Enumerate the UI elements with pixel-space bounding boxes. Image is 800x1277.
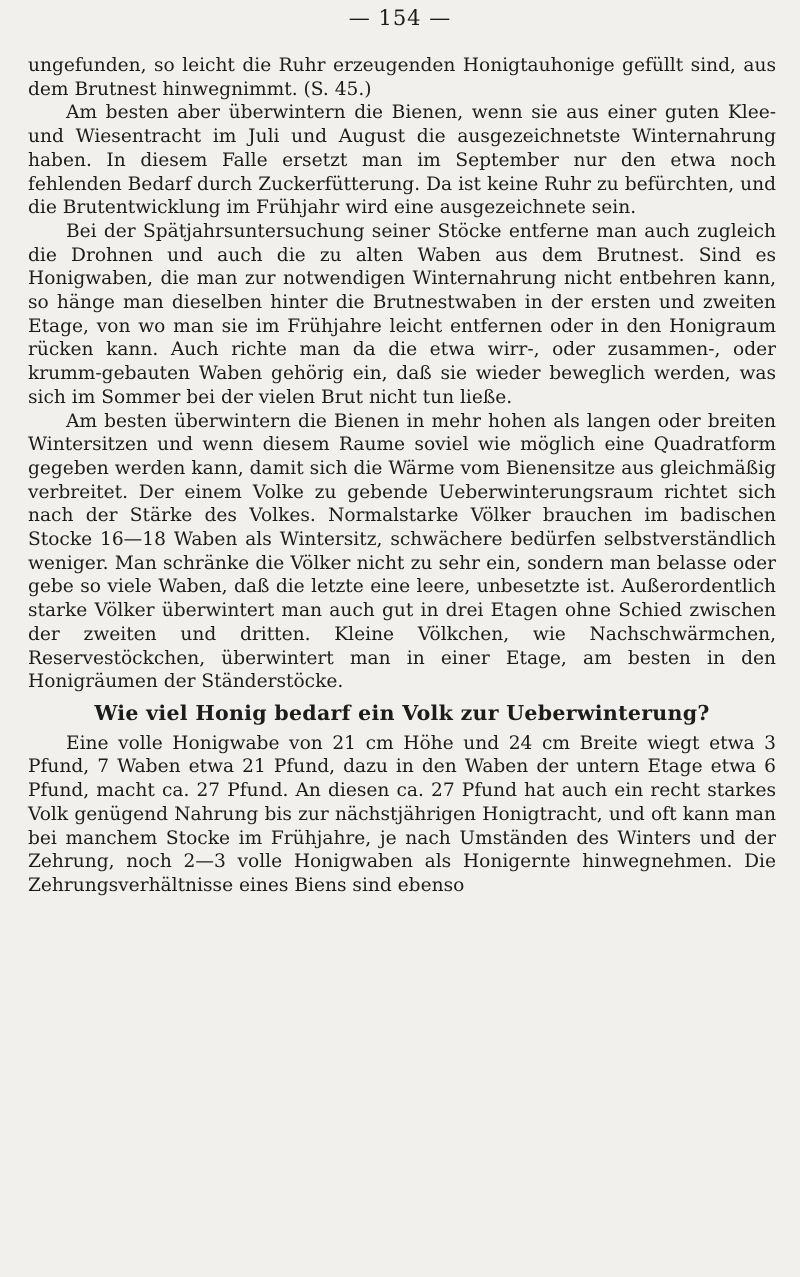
paragraph-autumn-inspection: Bei der Spätjahrsuntersuchung seiner Stöcke entferne man auch zugleich die Drohnen und auch die zu alten Waben aus dem Brutnest. Sind es Honigwaben, die man zur notwendigen Winternahrung nicht entbehren kann, so hänge man dieselben hinter die Brutnestwaben in der ersten und zweiten Etage, von wo man sie im Frühjahre leicht entfernen oder in den Honigraum rücken kann. Auch richte man da die etwa wirr-, oder zusammen-, oder krumm-gebauten Waben gehörig ein, daß sie wieder beweglich werden, was sich im Sommer bei der vielen Brut nicht tun ließe. [28,220,776,408]
page-body [28,54,776,898]
paragraph-winter-seat: Am besten überwintern die Bienen in mehr hohen als langen oder breiten Wintersitzen und wenn diesem Raume soviel wie möglich eine Quadratform gegeben werden kann, damit sich die Wärme vom Bienensitze aus gleichmäßig verbreitet. Der einem Volke zu gebende Ueberwinterungsraum richtet sich nach der Stärke des Volkes. Normalstarke Völker brauchen im badischen Stocke 16—18 Waben als Wintersitz, schwächere bedürfen selbstverständlich weniger. Man schränke die Völker nicht zu sehr ein, sondern man belasse oder gebe so viele Waben, daß die letzte eine leere, unbesetzte ist. Außerordentlich starke Völker überwintert man auch gut in drei Etagen ohne Schied zwischen der zweiten und dritten. Kleine Völkchen, wie Nachschwärmchen, Reservestöckchen, überwintert man in einer Etage, am besten in den Honigräumen der Ständerstöcke. [28,410,776,693]
section-heading: Wie viel Honig bedarf ein Volk zur Ueberwinterung? [94,700,710,725]
page-number: — 154 — [348,6,452,30]
paragraph-winter-nutrition: Am besten aber überwintern die Bienen, wenn sie aus einer guten Klee- und Wiesentracht im Juli und August die ausgezeichnetste Winternahrung haben. In diesem Falle ersetzt man im September nur den etwa noch fehlenden Bedarf durch Zuckerfütterung. Da ist keine Ruhr zu befürchten, und die Brutentwicklung im Frühjahr wird eine ausgezeichnete sein. [28,102,776,219]
paragraph-honey-amount: Eine volle Honigwabe von 21 cm Höhe und 24 cm Breite wiegt etwa 3 Pfund, 7 Waben etwa 21 Pfund, dazu in den Waben der untern Etage etwa 6 Pfund, macht ca. 27 Pfund. An diesen ca. 27 Pfund hat auch ein recht starkes Volk genügend Nahrung bis zur nächstjährigen Honigtracht, und oft kann man bei manchem Stocke im Frühjahre, je nach Umständen des Winters und der Zehrung, noch 2—3 volle Honigwaben als Honigernte hinwegnehmen. Die Zehrungsverhältnisse eines Biens sind ebenso [28,732,776,896]
paragraph-continuation: ungefunden, so leicht die Ruhr erzeugenden Honigtauhonige gefüllt sind, aus dem Brutnest hinwegnimmt. (S. 45.) [28,55,776,100]
